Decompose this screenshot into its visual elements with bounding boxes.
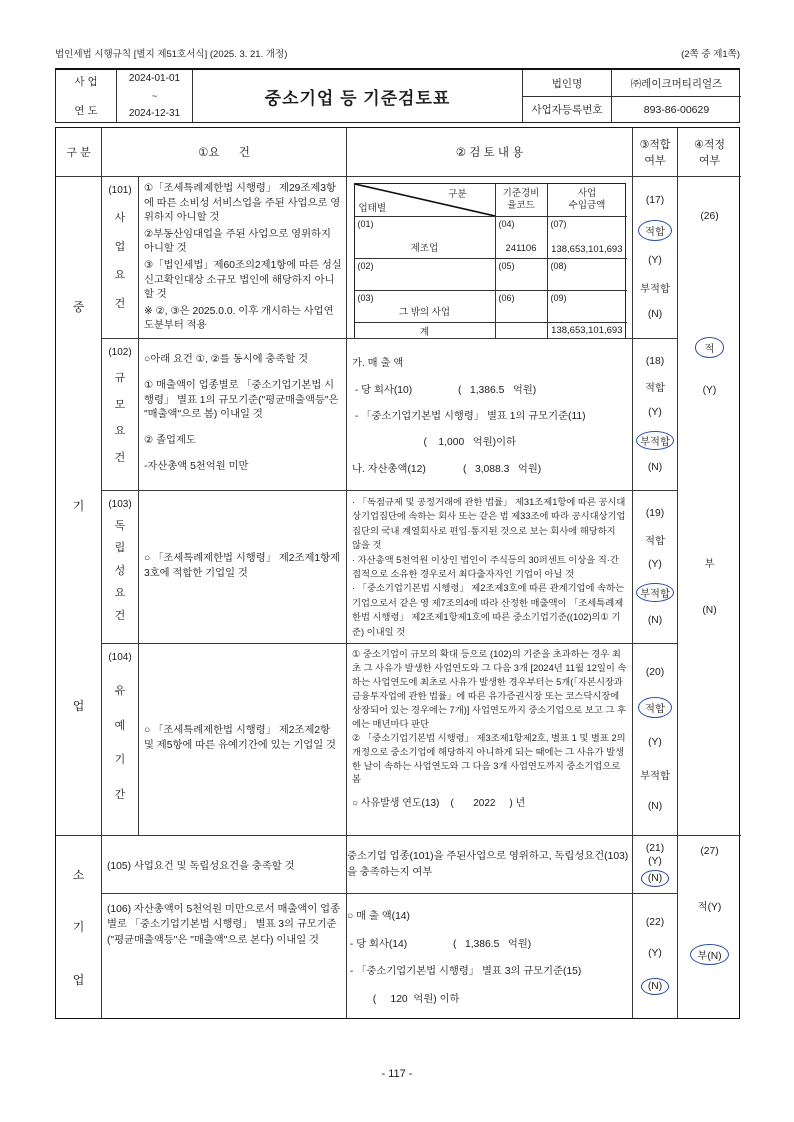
table-row: (01) 제조업 [355,216,495,258]
row-102-label: (102) 규 모 요 건 [101,338,138,490]
row-101-requirement: ①「조세특례제한법 시행령」 제29조제3항에 따른 소비성 서비스업을 주된 사업으로 영위하지 아니할 것 ②부동산임대업을 주된 사업으로 영위하지 아니할 것 ③「법인세법」제60조의2제1항에 따른 성실신고확인대상 소규모 법인에 해당하지 아니할 것 ※ ②, ③은 2025.0.0. 이후 개시하는 사업연도분부터 적용 [138,176,346,338]
business-type-table [354,183,626,338]
circled-fit-mark: (N) [641,978,669,995]
page-number: - 117 - [381,1068,413,1080]
circled-adequacy-mark: 적 [695,337,725,358]
row-101-label: (101) 사 업 요 건 [101,176,138,338]
row-102-requirement: ○아래 요건 ①, ②를 동시에 충족할 것 ① 매출액이 업종별로 「중소기업기본법 시행령」 별표 1의 규모기준("평균매출액등"은 "매출액"으로 봄) 이내일 것 ② 졸업제도 -자산총액 5천억원 미만 [138,338,346,490]
category-mid-enterprise: 중 기 업 [56,176,101,835]
bizno-label: 사업자등록번호 [522,96,611,122]
adequacy-small-enterprise: (27) 적(Y) 부(N) [677,835,741,1018]
table-total-label: 계 [355,322,495,338]
row-104-label: (104) 유 예 기 간 [101,643,138,835]
table-total-amount: 138,653,101,693 [547,322,627,338]
circled-fit-mark: 부적합 [636,583,674,602]
header-business-revenue: 사업 수입금액 [547,184,627,216]
table-row: (09) [547,290,627,322]
bizno-value: 893-86-00629 [611,96,741,122]
row-103-requirement: ○ 「조세특례제한법 시행령」 제2조제1항제3호에 적합한 기업일 것 [138,490,346,643]
table-row: (03) 그 밖의 사업 [355,290,495,322]
circled-adequacy-mark: 부(N) [690,944,728,965]
row-105-fit: (21) (Y) (N) [632,835,677,893]
form-title: 중소기업 등 기준검토표 [192,70,522,122]
circled-fit-mark: 적합 [638,697,672,718]
table-row: (08) [547,258,627,290]
form-regulation-ref: 법인세법 시행규칙 [별지 제51호서식] (2025. 3. 21. 개정) [55,49,288,60]
info-table [55,68,740,123]
corp-name-label: 법인명 [522,70,611,96]
table-row: (02) [355,258,495,290]
row-104-requirement: ○ 「조세특례제한법 시행령」 제2조제2항 및 제5항에 따른 유예기간에 있는 기업일 것 [138,643,346,835]
page-meta [55,46,740,60]
row-103-label: (103) 독 립 성 요 건 [101,490,138,643]
business-year-label: 사 업 연 도 [74,76,98,117]
col-header-fit: ③적합 여부 [632,128,677,176]
review-table [55,127,740,1019]
circled-fit-mark: 적합 [638,220,672,241]
row-105-review: 중소기업 업종(101)을 주된사업으로 영위하고, 독립성요건(103)을 충족하는지 여부 [346,835,632,893]
header-expense-code: 기준경비 율코드 [495,184,547,216]
page-indicator: (2쪽 중 제1쪽) [681,49,740,60]
row-104-fit: (20) 적합 (Y) 부적합 (N) [632,643,677,835]
category-small-enterprise: 소 기 업 [56,835,101,1018]
row-103-review: · 「독점규제 및 공정거래에 관한 법률」 제31조제1항에 따른 공시대상기업집단에 속하는 회사 또는 같은 법 제33조에 따라 공시대상기업집단의 국내 계열회사로 편입·통지된 것으로 보는 회사에 해당하지 않을 것 · 자산총액 5천억원 이상인 법인이 주식등의 30퍼센트 이상을 직·간접적으로 소유한 경우로서 최다출자자인 기업이 아닐 것 · 「중소기업기본법 시행령」 제2조제3호에 따른 관계기업에 속하는 기업으로서 같은 영 제7조의4에 따라 산정한 매출액이 「조세특례제한법 시행령」 제2조제1항제1호에 따른 중소기업기준((102)의① 기준) 이내일 것 [346,490,632,643]
diagonal-header-cell: 구분 업태별 [355,184,495,216]
circled-fit-mark: 부적합 [636,431,674,450]
row-102-fit: (18) 적합 (Y) 부적합 (N) [632,338,677,490]
table-row: (07) 138,653,101,693 [547,216,627,258]
period-end: 2024-12-31 [128,108,181,119]
row-101-code: (101) [108,185,132,196]
col-header-adequacy: ④적정 여부 [677,128,741,176]
col-header-requirement: ①요 건 [101,128,346,176]
row-104-review: ① 중소기업이 규모의 확대 등으로 (102)의 기준을 초과하는 경우 최초 그 사유가 발생한 사업연도와 그 다음 3개 [2024년 11월 12일이 속하는 사업연도에 최초로 사유가 발생한 경우부터는 5개(「자본시장과 금융투자업에 관한 법률」에 따른 유가증권시장 또는 코스닥시장에 상장되어 있는 경우에는 7개)] 사업연도까지 중소기업으로 보고 그 후에는 매년마다 판단 ② 「중소기업기본법 시행령」 제3조제1항제2호, 별표 1 및 별표 2의 개정으로 중소기업에 해당하지 아니하게 되는 때에는 그 사유가 발생한 날이 속하는 사업연도와 그 다음 3개 사업연도까지 중소기업으로 봄 ○ 사유발생 연도(13) ( 2022 ) 년 [346,643,632,835]
col-header-gubun: 구 분 [66,147,91,159]
table-total-empty [495,322,547,338]
row-101-fit: (17) 적합 (Y) 부적합 (N) [632,176,677,338]
row-101-review [346,176,632,338]
table-row: (04) 241106 [495,216,547,258]
table-row: (06) [495,290,547,322]
row-102-review: 가. 매 출 액 - 당 회사(10) ( 1,386.5 억원) - 「중소기업기본법 시행령」 별표 1의 규모기준(11) ( 1,000 억원)이하 나. 자산총액(12) ( 3,088.3 억원) [346,338,632,490]
occurrence-year: ○ 사유발생 연도(13) ( 2022 ) 년 [352,798,526,810]
row-106-review: ○ 매 출 액(14) - 당 회사(14) ( 1,386.5 억원) - 「중소기업기본법 시행령」 별표 3의 규모기준(15) ( 120 억원) 이하 [346,893,632,1018]
business-year-value [116,70,192,122]
form-page [55,46,740,1019]
row-104-code: (104) [108,652,132,663]
col-header-review: ② 검 토 내 용 [346,128,632,176]
row-103-code: (103) [108,499,132,510]
adequacy-mid-enterprise: (26) 적 (Y) 부 (N) [677,176,741,835]
row-102-code: (102) [108,347,132,358]
period-tilde: ~ [151,91,158,101]
row-103-fit: (19) 적합 (Y) 부적합 (N) [632,490,677,643]
period-start: 2024-01-01 [128,73,181,84]
table-row: (05) [495,258,547,290]
corp-name-value: ㈜레이크머티리얼즈 [611,70,741,96]
row-106-fit: (22) (Y) (N) [632,893,677,1018]
row-105-requirement: (105) 사업요건 및 독립성요건을 충족할 것 [101,835,346,893]
row-106-requirement: (106) 자산총액이 5천억원 미만으로서 매출액이 업종별로 「중소기업기본법 시행령」 별표 3의 규모기준("평균매출액등"은 "매출액"으로 본다) 이내일 것 [101,893,346,1018]
circled-fit-mark: (N) [641,870,669,887]
